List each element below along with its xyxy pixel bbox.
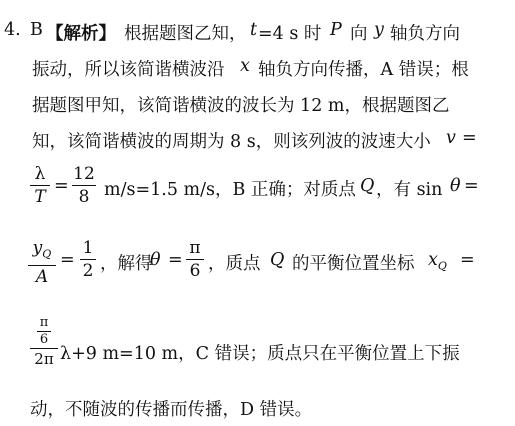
- line-8: [0, 396, 515, 420]
- equals: =: [460, 250, 475, 270]
- line-3: [0, 92, 515, 116]
- var-v: v: [446, 128, 456, 148]
- var-t: t: [250, 20, 258, 40]
- text: λ+9 m=10 m，C 错误；质点只在平衡位置上下振: [60, 344, 460, 364]
- line-7: [0, 316, 515, 380]
- fraction-lambda-over-T: λ T: [30, 164, 50, 207]
- var-Q: Q: [360, 176, 375, 196]
- text: =: [462, 128, 477, 148]
- text: =4 s 时: [258, 24, 322, 44]
- var-theta: θ: [450, 176, 461, 196]
- text: ，解得: [100, 254, 153, 274]
- line-2: [0, 56, 515, 80]
- var-Q: Q: [270, 250, 285, 270]
- text: 振动，所以该简谐横波沿: [32, 60, 225, 80]
- var-x: x: [240, 56, 250, 76]
- equals: =: [60, 250, 75, 270]
- line-5: [0, 164, 515, 214]
- var-P: P: [330, 20, 342, 40]
- text: 知，该简谐横波的周期为 8 s，则该列波的波速大小: [32, 132, 431, 152]
- var-theta: θ: [150, 250, 161, 270]
- text: 轴负方向: [390, 24, 460, 44]
- question-number: 4.: [4, 20, 21, 40]
- equals: =: [464, 176, 479, 196]
- line-1: [0, 20, 515, 44]
- text: 动，不随波的传播而传播，D 错误。: [30, 400, 313, 420]
- text: 向: [350, 24, 368, 44]
- equals: =: [54, 176, 69, 196]
- text: 的平衡位置坐标: [292, 254, 415, 274]
- line-6: [0, 238, 515, 288]
- text: 据题图甲知，该简谐横波的波长为 12 m，根据题图乙: [32, 96, 450, 116]
- analysis-tag: 【解析】: [46, 24, 116, 44]
- var-xQ: $x_Q$: [428, 250, 447, 273]
- fraction-yQ-over-A: $y_Q$ A: [28, 238, 56, 287]
- fraction-1-over-2: 1 2: [80, 238, 96, 281]
- text: ，质点: [208, 254, 261, 274]
- text: 根据题图乙知，: [124, 24, 247, 44]
- equals: =: [168, 250, 183, 270]
- text: 轴负方向传播，A 错误；根: [258, 60, 469, 80]
- text: ，有 sin: [376, 180, 443, 200]
- text: m/s=1.5 m/s，B 正确；对质点: [104, 180, 356, 200]
- answer-letter: B: [30, 20, 43, 40]
- var-y: y: [374, 20, 384, 40]
- fraction-12-over-8: 12 8: [73, 164, 95, 207]
- line-4: [0, 128, 515, 152]
- fraction-pi-over-6: π 6: [186, 238, 204, 281]
- complex-fraction: π 6 2π: [30, 316, 58, 368]
